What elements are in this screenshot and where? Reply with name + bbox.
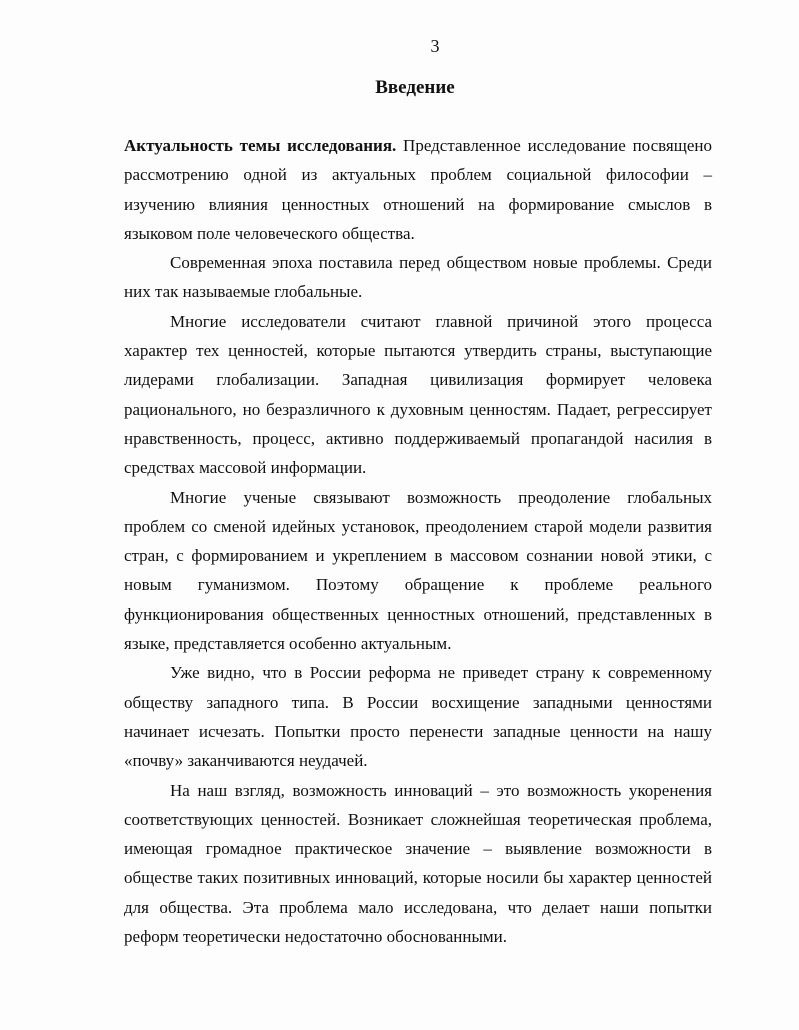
paragraph: Современная эпоха поставила перед обществом новые проблемы. Среди них так называемые глобальные. [124,253,712,302]
section-title: Введение [375,77,455,98]
body-text [124,131,712,951]
paragraph: На наш взгляд, возможность инноваций – это возможность укоренения соответствующих ценностей. Возникает сложнейшая теоретическая проблема, имеющая громадное практическое значение – выявление возможности в обществе таких позитивных инноваций, которые носили бы характер ценностей для общества. Эта проблема мало исследована, что делает наши попытки реформ теоретически недостаточно обоснованными. [124,780,712,947]
page-number: 3 [430,36,440,56]
paragraph-lead-heading: Актуальность темы исследования. [124,136,397,155]
paragraph: Многие ученые связывают возможность преодоление глобальных проблем со сменой идейных установок, преодолением старой модели развития стран, с формированием и укреплением в массовом сознании новой этики, с новым гуманизмом. Поэтому обращение к проблеме реального функционирования общественных ценностных отношений, представленных в языке, представляется особенно актуальным. [124,487,712,654]
paragraph: Многие исследователи считают главной причиной этого процесса характер тех ценностей, которые пытаются утвердить страны, выступающие лидерами глобализации. Западная цивилизация формирует человека рационального, но безразличного к духовным ценностям. Падает, регрессирует нравственность, процесс, активно поддерживаемый пропагандой насилия в средствах массовой информации. [124,311,712,478]
paragraph-relevance [124,131,712,248]
paragraph-text: Представленное исследование посвящено рассмотрению одной из актуальных проблем социальной философии – изучению влияния ценностных отношений на формирование смыслов в языковом поле человеческого общества. [124,136,712,243]
paragraph: Уже видно, что в России реформа не приведет страну к современному обществу западного типа. В России восхищение западными ценностями начинает исчезать. Попытки просто перенести западные ценности на нашу «почву» заканчиваются неудачей. [124,663,712,771]
